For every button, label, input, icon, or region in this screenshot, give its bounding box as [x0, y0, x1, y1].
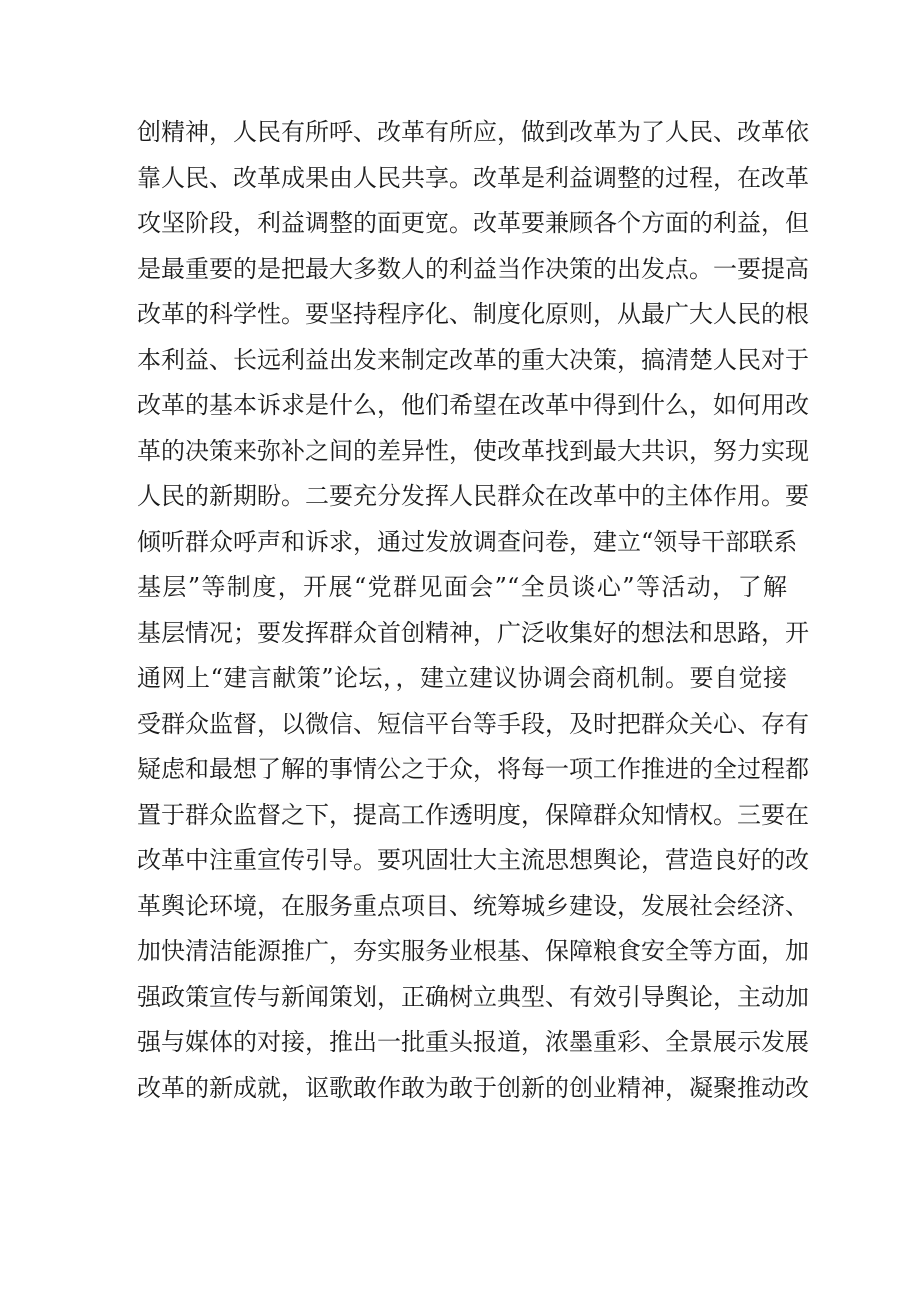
text-line: 强政策宣传与新闻策划，正确树立典型、有效引导舆论，主动加 — [137, 982, 809, 1011]
text-line: 革舆论环境，在服务重点项目、统筹城乡建设，发展社会经济、 — [137, 891, 809, 920]
text-line: 攻坚阶段，利益调整的面更宽。改革要兼顾各个方面的利益，但 — [137, 209, 809, 237]
text-line: 本利益、长远利益出发来制定改革的重大决策，搞清楚人民对于 — [137, 345, 809, 374]
text-line: 创精神，人民有所呼、改革有所应，做到改革为了人民、改革依 — [137, 118, 809, 146]
text-line: 置于群众监督之下，提高工作透明度，保障群众知情权。三要在 — [137, 800, 809, 829]
text-line: 基层”等制度，开展“党群见面会”“全员谈心”等活动，了解 — [137, 573, 787, 601]
text-line: 革的决策来弥补之间的差异性，使改革找到最大共识，努力实现 — [137, 436, 809, 465]
text-line: 基层情况；要发挥群众首创精神，广泛收集好的想法和思路，开 — [137, 618, 809, 647]
body-paragraph — [137, 110, 809, 1111]
text-line: 疑虑和最想了解的事情公之于众，将每一项工作推进的全过程都 — [137, 755, 809, 783]
text-line: 受群众监督，以微信、短信平台等手段，及时把群众关心、存有 — [137, 709, 809, 738]
text-line: 通网上“建言献策”论坛，，建立建议协调会商机制。要自觉接 — [137, 664, 787, 692]
text-line: 是最重要的是把最大多数人的利益当作决策的出发点。一要提高 — [137, 254, 809, 283]
text-line: 靠人民、改革成果由人民共享。改革是利益调整的过程，在改革 — [137, 163, 809, 192]
text-line: 人民的新期盼。二要充分发挥人民群众在改革中的主体作用。要 — [137, 482, 809, 510]
text-line: 改革中注重宣传引导。要巩固壮大主流思想舆论，营造良好的改 — [137, 846, 809, 874]
text-line: 改革的基本诉求是什么，他们希望在改革中得到什么，如何用改 — [137, 391, 809, 419]
text-line: 强与媒体的对接，推出一批重头报道，浓墨重彩、全景展示发展 — [137, 1028, 809, 1056]
text-line: 改革的科学性。要坚持程序化、制度化原则，从最广大人民的根 — [137, 300, 809, 328]
text-line: 改革的新成就，讴歌敢作敢为敢于创新的创业精神，凝聚推动改 — [137, 1073, 809, 1102]
text-line: 倾听群众呼声和诉求，通过发放调查问卷，建立“领导干部联系 — [137, 527, 798, 556]
text-line: 加快清洁能源推广，夯实服务业根基、保障粮食安全等方面，加 — [137, 937, 809, 965]
